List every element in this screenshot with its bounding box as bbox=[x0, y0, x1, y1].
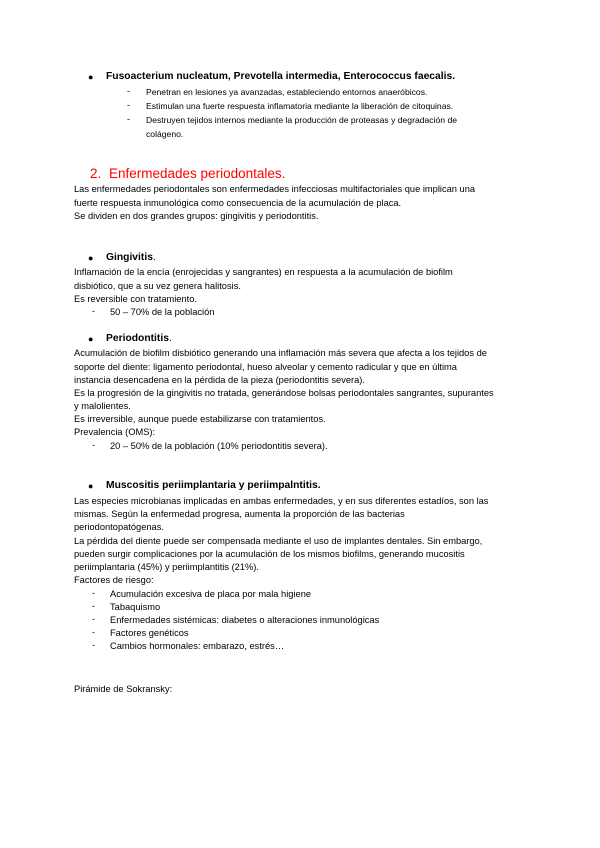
bacteria-item: colágeno. bbox=[146, 129, 184, 139]
paragraph-line: pueden surgir complicaciones por la acumulación de los mismos biofilms, generando mucositis bbox=[74, 549, 465, 559]
dash-icon: - bbox=[92, 627, 95, 637]
paragraph-line: soporte del diente: ligamento periodontal, hueso alveolar y cemento radicular y que en última bbox=[74, 362, 457, 372]
paragraph-line: y malolientes. bbox=[74, 401, 131, 411]
paragraph-line: mismas. Según la enfermedad progresa, aumenta la proporción de las bacterias bbox=[74, 509, 405, 519]
mucositis-heading: Muscositis periimplantaria y periimpalntitis. bbox=[106, 480, 321, 491]
paragraph-line: La pérdida del diente puede ser compensada mediante el uso de implantes dentales. Sin embargo, bbox=[74, 536, 483, 546]
paragraph-line: Las especies microbianas implicadas en ambas enfermedades, y en sus diferentes estadíos, son las bbox=[74, 496, 489, 506]
bacteria-item: Estimulan una fuerte respuesta inflamatoria mediante la liberación de citoquinas. bbox=[146, 101, 454, 111]
paragraph-line: fuerte respuesta inmunológica como consecuencia de la acumulación de placa. bbox=[74, 198, 402, 208]
section-number: 2. bbox=[90, 166, 102, 181]
paragraph-line: Inflamación de la encía (enrojecidas y sangrantes) en respuesta a la acumulación de biofilm bbox=[74, 267, 453, 277]
bullet-icon: ● bbox=[88, 481, 94, 491]
paragraph-line: Es la progresión de la gingivitis no tratada, generándose bolsas periodontales sangrantes, supurantes bbox=[74, 388, 494, 398]
bullet-icon: ● bbox=[88, 253, 94, 263]
bacteria-item: Destruyen tejidos internos mediante la producción de proteasas y degradación de bbox=[146, 115, 457, 125]
dash-icon: - bbox=[92, 440, 95, 450]
dash-icon: - bbox=[92, 614, 95, 624]
list-item: 20 – 50% de la población (10% periodontitis severa). bbox=[110, 441, 328, 451]
bacteria-heading: Fusoacterium nucleatum, Prevotella intermedia, Enterococcus faecalis. bbox=[106, 71, 456, 82]
paragraph-line: periimplantaria (45%) y periimplantitis (21%). bbox=[74, 562, 259, 572]
paragraph-line: Factores de riesgo: bbox=[74, 575, 154, 585]
dash-icon: - bbox=[127, 114, 130, 124]
dash-icon: - bbox=[92, 588, 95, 598]
gingivitis-heading: Gingivitis. bbox=[106, 252, 156, 263]
list-item: Tabaquismo bbox=[110, 602, 161, 612]
dash-icon: - bbox=[92, 601, 95, 611]
dash-icon: - bbox=[127, 86, 130, 96]
paragraph-line: Se dividen en dos grandes grupos: gingivitis y periodontitis. bbox=[74, 211, 319, 221]
periodontitis-heading: Periodontitis. bbox=[106, 333, 172, 344]
list-item: Cambios hormonales: embarazo, estrés… bbox=[110, 641, 285, 651]
dash-icon: - bbox=[127, 100, 130, 110]
list-item: Acumulación excesiva de placa por mala higiene bbox=[110, 589, 312, 599]
list-item: Enfermedades sistémicas: diabetes o alteraciones inmunológicas bbox=[110, 615, 380, 625]
paragraph-line: instancia desencadena en la pérdida de la pieza (periodontitis severa). bbox=[74, 375, 365, 385]
paragraph-line: Acumulación de biofilm disbiótico generando una inflamación más severa que afecta a los tejidos de bbox=[74, 348, 487, 358]
bacteria-item: Penetran en lesiones ya avanzadas, estableciendo entornos anaeróbicos. bbox=[146, 87, 428, 97]
bullet-icon: ● bbox=[88, 72, 94, 82]
paragraph-line: periodontopatógenas. bbox=[74, 522, 164, 532]
paragraph-line: Es irreversible, aunque puede estabilizarse con tratamientos. bbox=[74, 414, 326, 424]
paragraph-line: disbiótico, que a su vez genera halitosis. bbox=[74, 281, 241, 291]
sokransky-label: Pirámide de Sokransky: bbox=[74, 684, 173, 694]
list-item: 50 – 70% de la población bbox=[110, 307, 215, 317]
section-title: Enfermedades periodontales. bbox=[109, 166, 286, 181]
list-item: Factores genéticos bbox=[110, 628, 189, 638]
paragraph-line: Es reversible con tratamiento. bbox=[74, 294, 197, 304]
paragraph-line: Prevalencia (OMS): bbox=[74, 427, 156, 437]
paragraph-line: Las enfermedades periodontales son enfermedades infecciosas multifactoriales que implican una bbox=[74, 184, 476, 194]
bullet-icon: ● bbox=[88, 334, 94, 344]
dash-icon: - bbox=[92, 640, 95, 650]
dash-icon: - bbox=[92, 306, 95, 316]
